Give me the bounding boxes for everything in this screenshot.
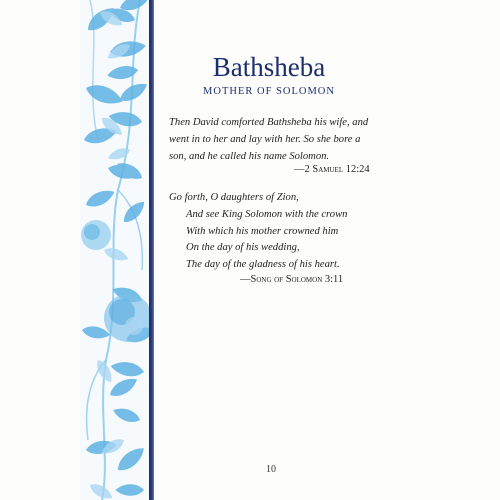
- verse-line: The day of the gladness of his heart.: [186, 259, 340, 271]
- verse-line: With which his mother crowned him: [186, 225, 339, 237]
- scripture-reference-2: —Song of Solomon 3:11: [240, 274, 344, 285]
- page-subtitle: MOTHER OF SOLOMON: [203, 86, 335, 97]
- scripture-passage-2: [169, 190, 347, 274]
- page-number: 10: [266, 464, 276, 475]
- watercolor-leaves-illustration: [80, 0, 150, 500]
- flower-icon: [81, 220, 150, 342]
- verse-line: went in to her and lay with her. So she bore a: [169, 133, 361, 145]
- verse-line: Go forth, O daughters of Zion,: [169, 192, 299, 203]
- page-title: Bathsheba: [212, 52, 326, 82]
- scripture-reference-1: —2 Samuel 12:24: [294, 164, 370, 175]
- floral-border: [80, 0, 150, 500]
- verse-line: Then David comforted Bathsheba his wife, and: [169, 117, 369, 128]
- page-content: [154, 0, 500, 500]
- scripture-passage-1: [169, 115, 368, 165]
- verse-line: On the day of his wedding,: [186, 242, 300, 254]
- verse-line: And see King Solomon with the crown: [186, 208, 348, 220]
- verse-line: son, and he called his name Solomon.: [169, 150, 330, 162]
